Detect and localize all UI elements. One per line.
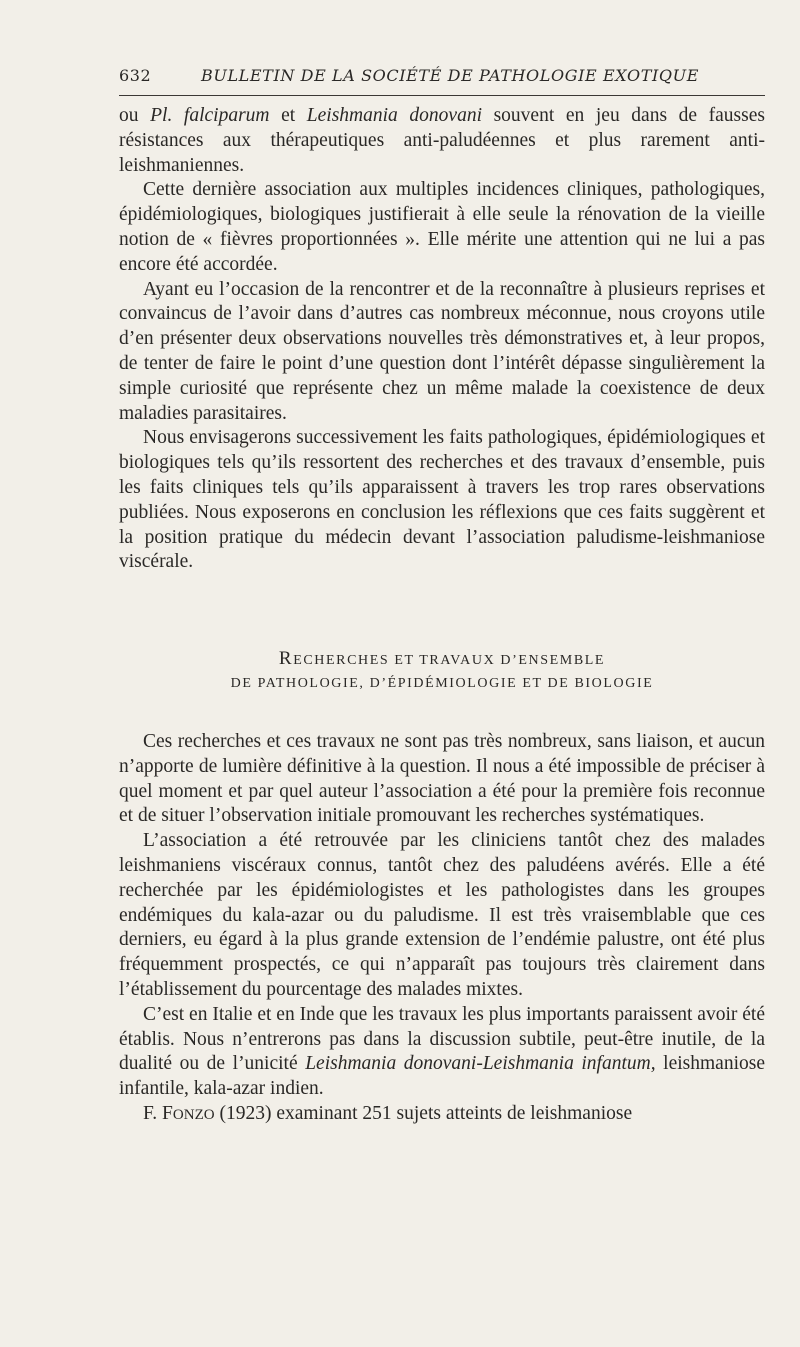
page-number: 632 <box>119 66 152 85</box>
section-heading-line-1: RECHERCHES ET TRAVAUX D’ENSEMBLE <box>278 648 606 669</box>
header-rule <box>119 95 765 96</box>
paragraph-5: Ces recherches et ces travaux ne sont pas très nombreux, sans liaison, et aucun n’apporte de lumière définitive à la question. Il nous a été impossible de préciser à quel moment et par quel auteur l’association a été pour la première fois reconnue et de situer l’observation initiale promouvant les recherches systématiques. <box>119 731 765 827</box>
paragraph-4: Nous envisagerons successivement les faits pathologiques, épidémiologiques et biologiques tels qu’ils ressortent des recherches et des travaux d’ensemble, puis les faits cliniques tels qu’ils apparaissent à travers les trop rares observations publiées. Nous exposerons en conclusion les réflexions que ces faits suggèrent et la position pratique du médecin devant l’association paludisme-leishmaniose viscérale. <box>119 427 765 573</box>
paragraph-7: C’est en Italie et en Inde que les travaux les plus importants paraissent avoir été établis. Nous n’entrerons pas dans la discussion subtile, peut-être inutile, de la dualité ou de l’unicité Leishmania donovani-Leishmania infantum, leishmaniose infantile, kala-azar indien. <box>119 1003 765 1100</box>
section-heading-line-2: DE PATHOLOGIE, D’ÉPIDÉMIOLOGIE ET DE BIOLOGIE <box>230 676 654 691</box>
species-name: Pl. falciparum <box>150 105 270 126</box>
species-name: Leishmania donovani <box>306 105 482 126</box>
body-text <box>119 730 765 1128</box>
paragraph-3: Ayant eu l’occasion de la rencontrer et de la reconnaître à plusieurs reprises et convaincus de l’avoir dans d’autres cas nombreux méconnue, nous croyons utile d’en présenter deux observations nouvelles très démonstratives et, à leur propos, de tenter de faire le point d’une question dont l’intérêt dépasse singulièrement la simple curiosité que représente chez un même malade la coexistence de deux maladies parasitaires. <box>119 278 765 424</box>
paragraph-8: F. FONZO (1923) examinant 251 sujets atteints de leishmaniose <box>143 1102 633 1124</box>
intro-text <box>119 104 765 575</box>
running-title: BULLETIN DE LA SOCIÉTÉ DE PATHOLOGIE EXOTIQUE <box>201 66 699 85</box>
paragraph-6: L’association a été retrouvée par les cliniciens tantôt chez des malades leishmaniens viscéraux connus, tantôt chez des paludéens avérés. Elle a été recherchée par les épidémiologistes et les pathologistes dans les groupes endémiques du kala-azar ou du paludisme. Il est très vraisemblable que ces derniers, eu égard à la plus grande extension de l’endémie palustre, ont été plus fréquemment prospectés, ce qui n’apparaît pas toujours très clairement dans l’établissement du pourcentage des malades mixtes. <box>119 830 765 1000</box>
paragraph-1: ou Pl. falciparum et Leishmania donovani souvent en jeu dans de fausses résistances aux thérapeutiques anti-paludéennes et plus rarement anti-leishmaniennes. <box>119 105 765 176</box>
paragraph-2: Cette dernière association aux multiples incidences cliniques, pathologiques, épidémiologiques, biologiques justifierait à elle seule la rénovation de la vieille notion de « fièvres proportionnées ». Elle mérite une attention qui ne lui a pas encore été accordée. <box>119 179 765 275</box>
species-name: Leishmania donovani-Leishmania infantum, <box>305 1053 656 1075</box>
